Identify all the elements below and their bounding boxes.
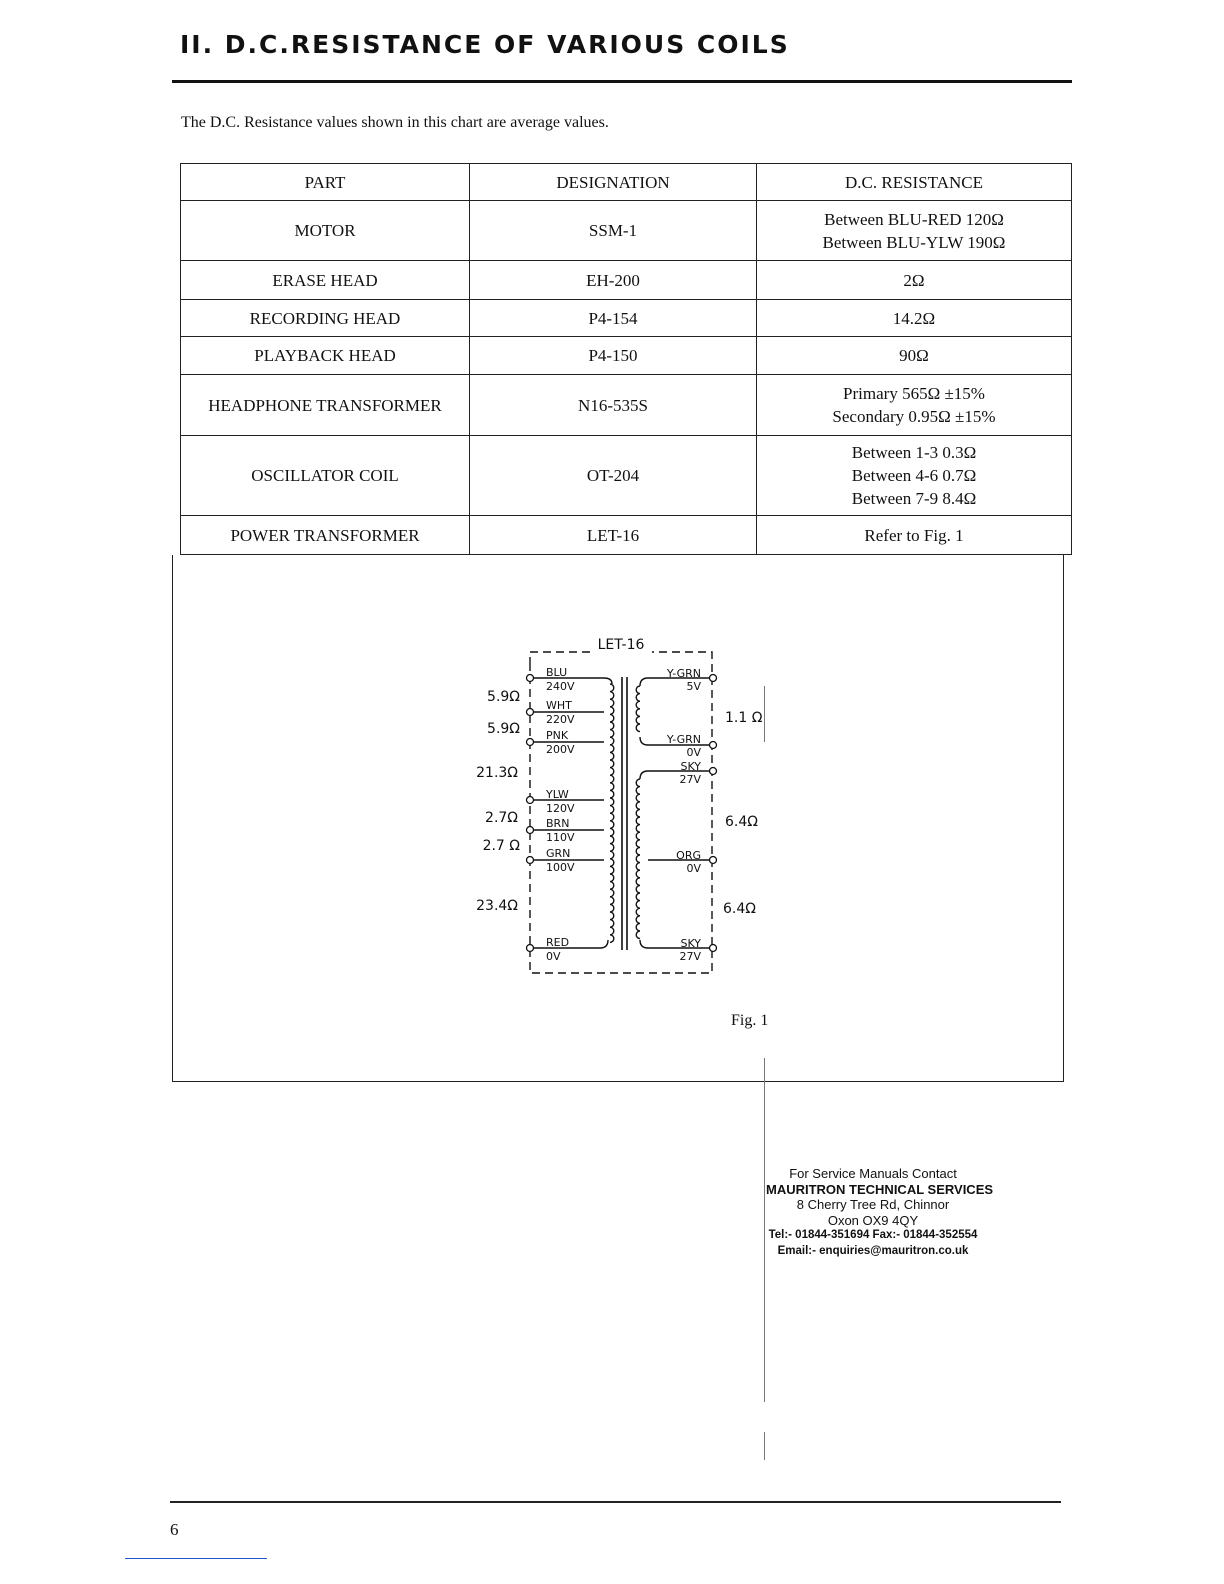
tap-color: SKY (680, 937, 701, 950)
winding-loops (636, 779, 640, 939)
resistance-line: Between 1-3 0.3Ω (851, 443, 977, 462)
cell-designation: OT-204 (470, 436, 757, 516)
tap-voltage: 240V (546, 680, 575, 693)
cell-designation: P4-154 (470, 300, 757, 337)
scan-line (764, 1058, 765, 1402)
tap-color: Y-GRN (666, 667, 701, 680)
cell-part: PLAYBACK HEAD (181, 337, 470, 375)
contact-company: MAURITRON TECHNICAL SERVICES (766, 1181, 994, 1197)
resistance-line: Primary 565Ω ±15% (843, 384, 985, 403)
scan-line (764, 1432, 765, 1460)
table-row (181, 300, 1072, 337)
cell-part: POWER TRANSFORMER (181, 516, 470, 555)
table-header-row (181, 164, 1072, 201)
tap-voltage: 0V (686, 746, 701, 759)
resistance-line: Between BLU-YLW 190Ω (822, 232, 1006, 252)
tap-color: YLW (546, 788, 569, 801)
resistance-line: Between 4-6 0.7Ω (851, 466, 977, 485)
tap-voltage: 5V (686, 680, 701, 693)
tap-color: SKY (680, 760, 701, 773)
cell-resistance: 2Ω (757, 261, 1072, 300)
figure-title: LET-16 (597, 637, 645, 653)
header-designation: DESIGNATION (470, 164, 757, 201)
tap-color: PNK (546, 729, 569, 742)
cell-resistance (757, 201, 1072, 261)
table-row (181, 261, 1072, 300)
cell-designation: LET-16 (470, 516, 757, 555)
tap-voltage: 200V (546, 743, 575, 756)
tap-color: BLU (546, 666, 568, 679)
table-row (181, 375, 1072, 436)
terminal-icon (710, 675, 717, 952)
header-resistance: D.C. RESISTANCE (757, 164, 1072, 201)
winding-resistance: 6.4Ω (723, 901, 756, 917)
cell-designation: SSM-1 (470, 201, 757, 261)
cell-part: ERASE HEAD (181, 261, 470, 300)
tap-voltage: 27V (679, 950, 701, 963)
table-row (181, 337, 1072, 375)
tap-voltage: 27V (679, 773, 701, 786)
tap-voltage: 120V (546, 802, 575, 815)
cell-resistance: 14.2Ω (757, 300, 1072, 337)
footer-rule (170, 1501, 1061, 1503)
table-row (181, 516, 1072, 555)
winding-resistance: 21.3Ω (476, 765, 518, 781)
section-heading: II. D.C.RESISTANCE OF VARIOUS COILS (180, 30, 790, 59)
figure-caption: Fig. 1 (731, 1012, 769, 1029)
winding-loops (610, 684, 614, 942)
cell-designation: P4-150 (470, 337, 757, 375)
cell-part: RECORDING HEAD (181, 300, 470, 337)
cell-resistance: 90Ω (757, 337, 1072, 375)
tap-color: RED (546, 936, 570, 949)
resistance-line: Between 7-9 8.4Ω (851, 489, 977, 508)
contact-phone: Tel:- 01844-351694 Fax:- 01844-352554 (768, 1229, 978, 1241)
tap-voltage: 220V (546, 713, 575, 726)
winding-resistance: 5.9Ω (487, 721, 520, 737)
contact-address: Oxon OX9 4QY (827, 1212, 919, 1228)
tap-voltage: 100V (546, 861, 575, 874)
primary-winding (610, 684, 614, 942)
header-part: PART (181, 164, 470, 201)
cell-designation: N16-535S (470, 375, 757, 436)
winding-resistance: 2.7 Ω (482, 838, 520, 854)
tap-color: WHT (546, 699, 572, 712)
heading-rule (172, 80, 1072, 83)
cell-resistance: Refer to Fig. 1 (757, 516, 1072, 555)
tap-color: GRN (546, 847, 571, 860)
contact-block (766, 1166, 994, 1259)
resistance-line: Secondary 0.95Ω ±15% (832, 407, 996, 426)
intro-text: The D.C. Resistance values shown in this chart are average values. (181, 114, 609, 131)
cell-part: HEADPHONE TRANSFORMER (181, 375, 470, 436)
contact-address: 8 Cherry Tree Rd, Chinnor (796, 1197, 950, 1212)
table-row (181, 436, 1072, 516)
power-transformer-diagram (460, 630, 780, 990)
tap-voltage: 0V (546, 950, 561, 963)
contact-line: For Service Manuals Contact (789, 1166, 957, 1181)
tap-voltage: 110V (546, 831, 575, 844)
cell-part: OSCILLATOR COIL (181, 436, 470, 516)
winding-resistance: 6.4Ω (725, 814, 758, 830)
secondary-winding (636, 686, 640, 939)
link-underline (125, 1558, 267, 1559)
tap-color: ORG (676, 849, 701, 862)
cell-resistance (757, 436, 1072, 516)
page-number: 6 (170, 1520, 179, 1539)
table-row (181, 201, 1072, 261)
tap-voltage: 0V (686, 862, 701, 875)
winding-resistance: 2.7Ω (485, 810, 518, 826)
winding-loops (636, 686, 640, 732)
scan-line (764, 686, 765, 742)
resistance-line: Between BLU-RED 120Ω (824, 209, 1004, 229)
cell-resistance (757, 375, 1072, 436)
cell-designation: EH-200 (470, 261, 757, 300)
winding-resistance: 23.4Ω (476, 898, 518, 914)
tap-color: Y-GRN (666, 733, 701, 746)
winding-resistance: 1.1 Ω (725, 710, 763, 726)
resistance-table (180, 163, 1072, 555)
contact-email: Email:- enquiries@mauritron.co.uk (777, 1244, 969, 1257)
cell-part: MOTOR (181, 201, 470, 261)
tap-color: BRN (546, 817, 570, 830)
winding-resistance: 5.9Ω (487, 689, 520, 705)
